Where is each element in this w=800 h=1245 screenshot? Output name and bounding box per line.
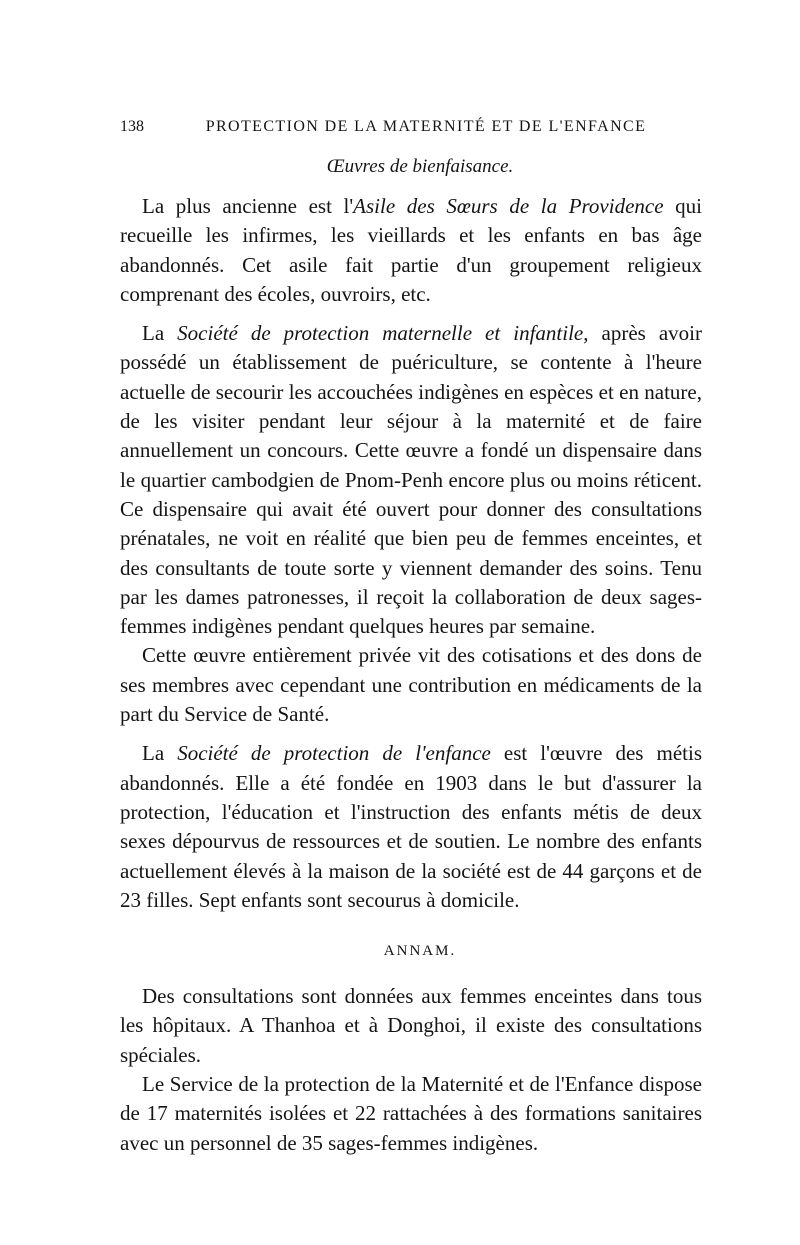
section-heading-oeuvres: Œuvres de bienfaisance. [326,156,514,177]
paragraph-text: est l'œuvre des métis abandonnés. Elle a été fondée en 1903 dans le but d'assurer la protection, l'éducation et l'instruction des enfants métis de deux sexes dépourvus de ressources et de soutien. Le nombre des enfants actuellement élevés à la maison de la société est de 44 garçons et de 23 filles. Sept enfants sont secourus à domicile. [120,741,702,912]
institution-name: Société de protection maternelle et infantile [177,321,584,346]
paragraph-asile [120,192,702,309]
paragraph-text: , après avoir possédé un établissement de puériculture, se contente à l'heure actuelle de secourir les accouchées indigènes en espèces et en nature, de les visiter pendant leur séjour à la maternité et de faire annuellement un concours. Cette œuvre a fondé un dispensaire dans le quartier cambodgien de Pnom-Penh encore plus ou moins réticent. Ce dispensaire qui avait été ouvert pour donner des consultations prénatales, ne voit en réalité que bien peu de femmes enceintes, et des consultants de toute sorte y viennent demander des soins. Tenu par les dames patronesses, il reçoit la collaboration de deux sages-femmes indigènes pendant quelques heures par semaine. [120,321,702,639]
page-number: 138 [120,118,144,135]
section-heading-annam: ANNAM. [383,943,457,960]
document-page [120,118,702,1158]
institution-name: Société de protection de l'enfance [177,741,491,766]
paragraph-text: La [142,321,178,346]
paragraph-societe-maternelle [120,319,702,641]
paragraph-text: qui recueille les infirmes, les vieillards et les enfants en bas âge abandonnés. Cet asile fait partie d'un groupement religieux comprenant des écoles, ouvroirs, etc. [120,194,703,306]
paragraph-service-protection: Le Service de la protection de la Maternité et de l'Enfance dispose de 17 maternités isolées et 22 rattachées à des formations sanitaires avec un personnel de 35 sages-femmes indigènes. [120,1072,702,1155]
paragraph-cotisations: Cette œuvre entièrement privée vit des cotisations et des dons de ses membres avec cependant une contribution en médicaments de la part du Service de Santé. [120,643,702,727]
running-header [120,118,702,136]
paragraph-text: La [142,741,178,766]
paragraph-text: La plus ancienne est l' [142,194,354,218]
running-title: PROTECTION DE LA MATERNITÉ ET DE L'ENFANCE [205,118,647,135]
paragraph-societe-enfance [120,739,702,915]
paragraph-consultations: Des consultations sont données aux femmes enceintes dans tous les hôpitaux. A Thanhoa et à Donghoi, il existe des consultations spéciales. [120,984,702,1067]
institution-name: Asile des Sœurs de la Providence [353,194,664,218]
